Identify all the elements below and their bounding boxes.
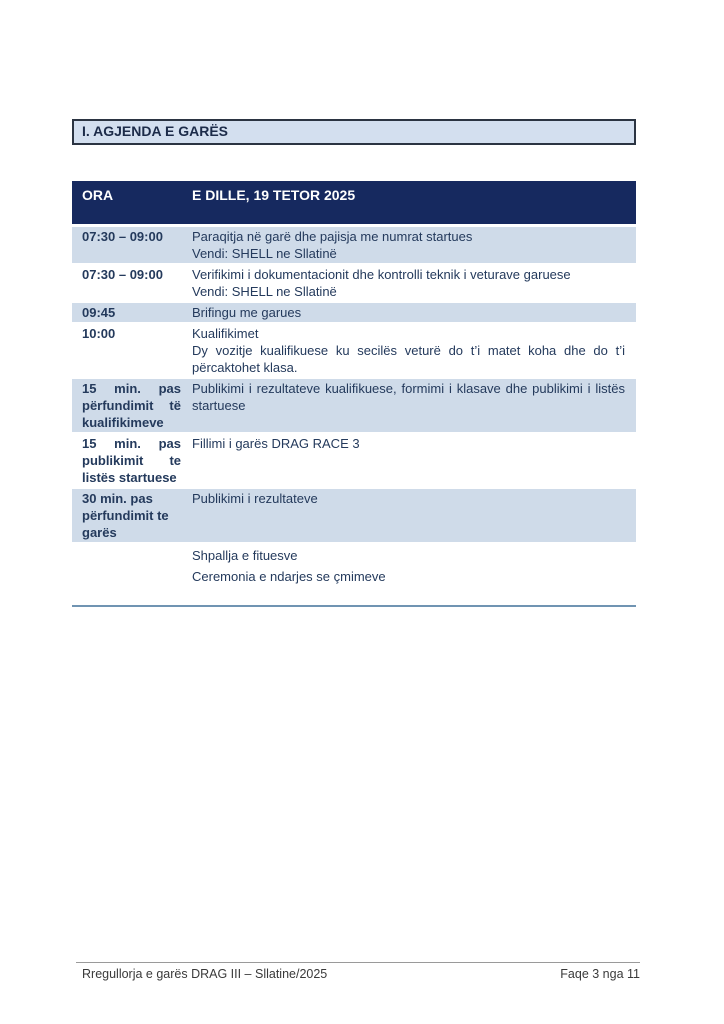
time-cell: [72, 303, 192, 322]
activity-cell: [192, 324, 636, 377]
text-line: Dy vozitje kualifikuese ku secilës veturë do t’i matet koha dhe do t’i: [192, 343, 625, 358]
text-line: Fillimi i garës DRAG RACE 3: [192, 436, 360, 451]
section-heading: I. AGJENDA E GARËS: [72, 119, 636, 145]
activity-cell: [192, 265, 636, 301]
time-cell: [72, 265, 192, 301]
table-header-day: E DILLE, 19 TETOR 2025: [192, 187, 356, 203]
text-line: Shpallja e fituesve: [192, 548, 298, 563]
agenda-table: [72, 181, 636, 590]
text-line: Vendi: SHELL ne Sllatinë: [192, 246, 337, 261]
time-cell: [72, 544, 192, 588]
table-row: [72, 544, 636, 590]
table-row: [72, 265, 636, 303]
text-line: 07:30 – 09:00: [82, 229, 163, 244]
activity-cell: [192, 489, 636, 542]
text-line: përcaktohet klasa.: [192, 360, 298, 375]
table-header-row: [72, 181, 636, 227]
text-line: përfundimit të: [82, 398, 181, 413]
activity-cell: [192, 379, 636, 432]
table-row: [72, 489, 636, 544]
time-cell: [72, 489, 192, 542]
time-cell: [72, 379, 192, 432]
footer-document-title: Rregullorja e garës DRAG III – Sllatine/2025: [82, 967, 328, 981]
text-line: 15 min. pas: [82, 436, 181, 451]
time-cell: [72, 324, 192, 377]
page-footer: [76, 962, 640, 981]
text-line: publikimit te: [82, 453, 181, 468]
table-header-time: ORA: [82, 187, 114, 203]
text-line: 10:00: [82, 326, 116, 341]
activity-cell: [192, 303, 636, 322]
activity-cell: [192, 434, 636, 487]
text-line: Vendi: SHELL ne Sllatinë: [192, 284, 337, 299]
text-line: Brifingu me garues: [192, 305, 302, 320]
table-row: [72, 434, 636, 489]
agenda-rows: [72, 227, 636, 590]
text-line: përfundimit te: [82, 508, 169, 523]
activity-cell: [192, 227, 636, 263]
table-row: [72, 303, 636, 324]
text-line: listës startuese: [82, 470, 177, 485]
text-line: 30 min. pas: [82, 491, 153, 506]
text-line: Verifikimi i dokumentacionit dhe kontrolli teknik i veturave garuese: [192, 267, 571, 282]
time-cell: [72, 227, 192, 263]
text-line: 07:30 – 09:00: [82, 267, 163, 282]
table-row: [72, 379, 636, 434]
text-line: Publikimi i rezultateve: [192, 491, 318, 506]
table-row: [72, 324, 636, 379]
text-line: Kualifikimet: [192, 326, 259, 341]
activity-cell: [192, 544, 636, 588]
table-row: [72, 227, 636, 265]
text-line: 09:45: [82, 305, 116, 320]
text-line: garës: [82, 525, 117, 540]
text-line: Paraqitja në garë dhe pajisja me numrat startues: [192, 229, 473, 244]
footer-page-number: Faqe 3 nga 11: [560, 967, 640, 981]
text-line: startuese: [192, 398, 246, 413]
document-body: [72, 119, 636, 607]
time-cell: [72, 434, 192, 487]
text-line: kualifikimeve: [82, 415, 164, 430]
section-divider-rule: [72, 605, 636, 607]
text-line: Ceremonia e ndarjes se çmimeve: [192, 569, 386, 584]
text-line: Publikimi i rezultateve kualifikuese, formimi i klasave dhe publikimi i listës: [192, 381, 625, 396]
text-line: 15 min. pas: [82, 381, 181, 396]
